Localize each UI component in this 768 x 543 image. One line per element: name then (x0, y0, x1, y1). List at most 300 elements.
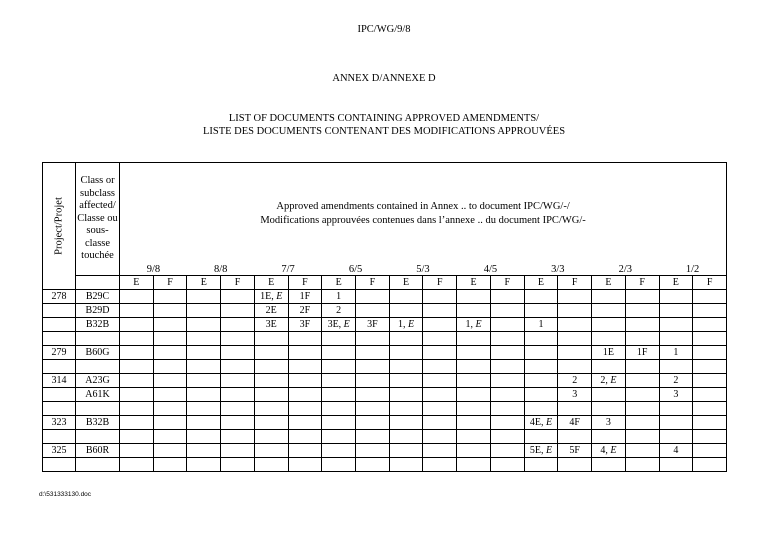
class-cell (76, 360, 120, 374)
project-number-cell: 279 (43, 346, 76, 360)
amendment-cell (524, 374, 558, 388)
amendment-cell (558, 430, 592, 444)
amendment-cell (322, 374, 356, 388)
amendment-cell (356, 304, 390, 318)
amendment-cell (524, 458, 558, 472)
amendment-cell: 1F (625, 346, 659, 360)
amendment-cell (457, 388, 491, 402)
amendment-cell (558, 458, 592, 472)
amendment-cell (592, 402, 626, 416)
amendment-cell (558, 360, 592, 374)
amendment-cell (457, 374, 491, 388)
amendment-cell (490, 304, 524, 318)
amendment-cell (625, 444, 659, 458)
amendment-cell (389, 346, 423, 360)
amendment-cell (625, 430, 659, 444)
amendments-table (42, 162, 727, 472)
project-number-cell: 278 (43, 290, 76, 304)
amendment-cell (625, 304, 659, 318)
amendment-cell (457, 430, 491, 444)
amendment-cell: 3E (254, 318, 288, 332)
amendment-cell (524, 332, 558, 346)
amendment-cell: 1E, E (254, 290, 288, 304)
spacer-row (43, 402, 727, 416)
english-column-header: E (659, 276, 693, 290)
amendment-cell (490, 360, 524, 374)
project-number-cell: 314 (43, 374, 76, 388)
amendment-cell (524, 360, 558, 374)
amendment-cell (221, 430, 255, 444)
amendment-cell (592, 388, 626, 402)
amendment-cell (490, 430, 524, 444)
amendment-cell (356, 430, 390, 444)
amendment-cell (389, 416, 423, 430)
amendment-cell (592, 304, 626, 318)
amendment-cell (187, 388, 221, 402)
amendment-cell (389, 458, 423, 472)
period-header: 4/5 (457, 264, 524, 276)
amendment-cell (558, 290, 592, 304)
french-column-header: F (153, 276, 187, 290)
amendment-cell (356, 374, 390, 388)
annex-title: ANNEX D/ANNEXE D (332, 73, 436, 84)
english-column-header: E (592, 276, 626, 290)
amendment-cell (187, 290, 221, 304)
amendment-cell (120, 388, 154, 402)
class-cell (76, 332, 120, 346)
spacer-row (43, 458, 727, 472)
amendment-cell: 2 (322, 304, 356, 318)
list-title-french: LISTE DES DOCUMENTS CONTENANT DES MODIFICATIONS APPROUVÉES (202, 126, 566, 137)
amendment-cell (490, 444, 524, 458)
amendment-cell: 3E, E (322, 318, 356, 332)
class-cell: B32B (76, 318, 120, 332)
amendment-cell (457, 444, 491, 458)
amendment-cell (120, 374, 154, 388)
amendment-cell: 1 (524, 318, 558, 332)
class-cell (76, 402, 120, 416)
amendment-cell (221, 304, 255, 318)
amendment-cell (693, 416, 727, 430)
amendment-cell (625, 290, 659, 304)
amendment-cell (457, 290, 491, 304)
amendment-cell (153, 416, 187, 430)
amendment-cell (322, 402, 356, 416)
project-header-label: Project/Projet (53, 197, 65, 255)
amendment-cell (693, 374, 727, 388)
amendment-cell: 2E (254, 304, 288, 318)
amendment-cell (288, 458, 322, 472)
amendment-cell (221, 290, 255, 304)
amendment-cell (457, 360, 491, 374)
amendment-cell (524, 290, 558, 304)
table-row (43, 416, 727, 430)
amendment-cell (120, 458, 154, 472)
french-column-header: F (693, 276, 727, 290)
amendment-cell (659, 430, 693, 444)
period-header: 9/8 (120, 264, 187, 276)
spacer-row (43, 332, 727, 346)
table-row (43, 318, 727, 332)
project-number-cell (43, 360, 76, 374)
amendment-cell (693, 332, 727, 346)
amendment-cell (187, 304, 221, 318)
amendment-cell (490, 374, 524, 388)
amendment-cell (693, 360, 727, 374)
amendment-cell (558, 318, 592, 332)
amendment-cell (389, 332, 423, 346)
amendment-cell (625, 416, 659, 430)
amendment-cell (693, 318, 727, 332)
amendment-cell (558, 346, 592, 360)
amendment-cell (221, 346, 255, 360)
amendment-cell (288, 388, 322, 402)
amendment-cell (457, 332, 491, 346)
project-number-cell: 325 (43, 444, 76, 458)
amendment-cell (254, 332, 288, 346)
table-row (43, 346, 727, 360)
class-header-spacer (76, 276, 120, 290)
table-row (43, 304, 727, 318)
french-column-header: F (490, 276, 524, 290)
amendment-cell (524, 430, 558, 444)
amendment-cell (356, 346, 390, 360)
amendment-cell (389, 304, 423, 318)
amendment-cell (120, 318, 154, 332)
spacer-row (43, 430, 727, 444)
amendment-cell (558, 304, 592, 318)
amendment-cell (120, 402, 154, 416)
period-header: 8/8 (187, 264, 254, 276)
file-path-footer: d:\531333130.doc (39, 491, 92, 498)
amendment-cell (322, 430, 356, 444)
amendment-cell (254, 346, 288, 360)
amendment-cell (187, 374, 221, 388)
class-cell: B32B (76, 416, 120, 430)
amendment-cell (153, 402, 187, 416)
list-title-english: LIST OF DOCUMENTS CONTAINING APPROVED AMENDMENTS/ (228, 113, 540, 124)
amendment-cell (457, 346, 491, 360)
french-column-header: F (625, 276, 659, 290)
amendment-cell (592, 332, 626, 346)
amendment-cell (153, 332, 187, 346)
amendment-cell (423, 430, 457, 444)
amendment-cell (490, 290, 524, 304)
amendment-cell (221, 318, 255, 332)
amendment-cell (625, 332, 659, 346)
amendment-cell (153, 346, 187, 360)
amendment-cell (659, 318, 693, 332)
amendment-cell (356, 290, 390, 304)
amendment-cell (490, 402, 524, 416)
amendment-cell (187, 416, 221, 430)
amendment-cell (659, 304, 693, 318)
amendment-cell (322, 346, 356, 360)
amendment-cell (625, 388, 659, 402)
amendment-cell (389, 374, 423, 388)
amendment-cell (221, 388, 255, 402)
amendment-cell (288, 444, 322, 458)
period-header: 2/3 (592, 264, 659, 276)
amendment-cell (120, 346, 154, 360)
period-header: 5/3 (389, 264, 456, 276)
amendment-cell (625, 360, 659, 374)
amendment-cell (254, 402, 288, 416)
amendment-cell (356, 332, 390, 346)
amendment-cell (693, 388, 727, 402)
amendment-cell (592, 318, 626, 332)
amendment-cell (423, 304, 457, 318)
amendment-cell (490, 458, 524, 472)
amendment-cell (592, 290, 626, 304)
project-number-cell: 323 (43, 416, 76, 430)
amendment-cell (322, 444, 356, 458)
amendment-cell (254, 374, 288, 388)
french-column-header: F (221, 276, 255, 290)
amendment-cell (288, 402, 322, 416)
amendment-cell (254, 388, 288, 402)
amendment-cell (558, 402, 592, 416)
amendment-cell (187, 458, 221, 472)
project-column-header (43, 163, 76, 290)
amendment-cell (187, 360, 221, 374)
document-reference: IPC/WG/9/8 (357, 24, 411, 35)
amendment-cell (659, 290, 693, 304)
class-cell: B29C (76, 290, 120, 304)
amendment-cell (389, 388, 423, 402)
class-cell: B60R (76, 444, 120, 458)
amendment-cell (120, 444, 154, 458)
amendment-cell: 2 (659, 374, 693, 388)
amendment-cell (423, 458, 457, 472)
amendment-cell (423, 290, 457, 304)
amendment-cell (490, 416, 524, 430)
class-cell: A23G (76, 374, 120, 388)
amendment-cell (288, 360, 322, 374)
amendment-cell (592, 430, 626, 444)
amendment-cell (423, 444, 457, 458)
amendments-header-french: Modifications approuvées contenues dans l’annexe .. du document IPC/WG/- (260, 214, 586, 226)
amendment-cell (356, 416, 390, 430)
amendment-cell (625, 402, 659, 416)
project-number-cell (43, 458, 76, 472)
amendment-cell (322, 416, 356, 430)
amendment-cell (389, 290, 423, 304)
amendment-cell (625, 374, 659, 388)
amendment-cell (524, 402, 558, 416)
amendment-cell: 3F (356, 318, 390, 332)
project-number-cell (43, 304, 76, 318)
amendment-cell (221, 458, 255, 472)
class-cell (76, 430, 120, 444)
amendment-cell (423, 346, 457, 360)
amendment-cell: 3 (659, 388, 693, 402)
class-cell: A61K (76, 388, 120, 402)
amendment-cell (288, 430, 322, 444)
amendment-cell (356, 402, 390, 416)
amendment-cell: 4, E (592, 444, 626, 458)
amendment-cell (221, 402, 255, 416)
amendment-cell (153, 458, 187, 472)
english-column-header: E (322, 276, 356, 290)
amendment-cell (187, 402, 221, 416)
amendment-cell: 3 (558, 388, 592, 402)
amendment-cell (423, 332, 457, 346)
amendment-cell (423, 318, 457, 332)
amendment-cell (153, 360, 187, 374)
project-number-cell (43, 388, 76, 402)
amendment-cell: 2 (558, 374, 592, 388)
amendment-cell (423, 360, 457, 374)
amendment-cell (153, 290, 187, 304)
amendment-cell (693, 444, 727, 458)
amendment-cell (423, 374, 457, 388)
amendment-cell (254, 416, 288, 430)
amendment-cell (592, 458, 626, 472)
amendment-cell (693, 430, 727, 444)
project-number-cell (43, 430, 76, 444)
amendment-cell (288, 374, 322, 388)
amendment-cell (356, 444, 390, 458)
amendment-cell: 1, E (457, 318, 491, 332)
amendment-cell (558, 332, 592, 346)
amendment-cell (288, 346, 322, 360)
amendments-header-english: Approved amendments contained in Annex .. to document IPC/WG/-/ (276, 200, 570, 212)
amendment-cell (153, 388, 187, 402)
amendment-cell (490, 346, 524, 360)
french-column-header: F (558, 276, 592, 290)
amendment-cell (356, 360, 390, 374)
amendment-cell (322, 360, 356, 374)
english-column-header: E (389, 276, 423, 290)
amendment-cell (153, 444, 187, 458)
amendment-cell (153, 430, 187, 444)
amendment-cell (457, 416, 491, 430)
amendment-cell (356, 388, 390, 402)
amendment-cell (457, 458, 491, 472)
amendment-cell (389, 430, 423, 444)
english-column-header: E (120, 276, 154, 290)
english-column-header: E (524, 276, 558, 290)
french-column-header: F (423, 276, 457, 290)
amendment-cell (120, 290, 154, 304)
table-row (43, 374, 727, 388)
period-header: 1/2 (659, 264, 727, 276)
french-column-header: F (356, 276, 390, 290)
amendment-cell (457, 402, 491, 416)
english-column-header: E (457, 276, 491, 290)
amendment-cell (389, 444, 423, 458)
amendment-cell (254, 360, 288, 374)
amendment-cell (693, 290, 727, 304)
amendment-cell (490, 332, 524, 346)
amendment-cell (120, 304, 154, 318)
period-header: 3/3 (524, 264, 591, 276)
amendment-cell: 4F (558, 416, 592, 430)
amendment-cell (120, 332, 154, 346)
class-column-header: Class or subclass affected/ Classe ou sous-classe touchée (76, 163, 120, 276)
class-cell: B29D (76, 304, 120, 318)
class-cell (76, 458, 120, 472)
amendment-cell (389, 402, 423, 416)
amendment-cell (457, 304, 491, 318)
amendment-cell (693, 304, 727, 318)
amendment-cell: 5F (558, 444, 592, 458)
english-column-header: E (254, 276, 288, 290)
amendment-cell (221, 332, 255, 346)
amendment-cell (153, 304, 187, 318)
table-row (43, 290, 727, 304)
table-row (43, 388, 727, 402)
amendment-cell (322, 388, 356, 402)
amendment-cell (659, 458, 693, 472)
amendment-cell (490, 318, 524, 332)
amendment-cell: 1 (659, 346, 693, 360)
amendment-cell (221, 360, 255, 374)
amendment-cell (187, 318, 221, 332)
amendment-cell: 1, E (389, 318, 423, 332)
amendment-cell (153, 374, 187, 388)
amendment-cell (693, 346, 727, 360)
project-number-cell (43, 402, 76, 416)
amendment-cell (322, 332, 356, 346)
amendment-cell (490, 388, 524, 402)
amendment-cell: 4 (659, 444, 693, 458)
amendment-cell (389, 360, 423, 374)
amendment-cell (625, 458, 659, 472)
amendment-cell (187, 444, 221, 458)
spacer-row (43, 360, 727, 374)
amendment-cell (254, 444, 288, 458)
amendment-cell: 5E, E (524, 444, 558, 458)
amendment-cell (221, 444, 255, 458)
amendment-cell (524, 346, 558, 360)
project-number-cell (43, 318, 76, 332)
amendment-cell (187, 430, 221, 444)
amendment-cell (659, 402, 693, 416)
amendment-cell (423, 388, 457, 402)
amendment-cell (625, 318, 659, 332)
amendment-cell (187, 346, 221, 360)
amendment-cell: 2F (288, 304, 322, 318)
amendment-cell: 3 (592, 416, 626, 430)
amendment-cell (221, 416, 255, 430)
project-number-cell (43, 332, 76, 346)
class-cell: B60G (76, 346, 120, 360)
amendment-cell (423, 416, 457, 430)
amendment-cell: 1 (322, 290, 356, 304)
amendment-cell (659, 416, 693, 430)
amendment-cell (288, 416, 322, 430)
amendment-cell (592, 360, 626, 374)
amendment-cell (322, 458, 356, 472)
amendment-cell (254, 458, 288, 472)
amendment-cell (120, 430, 154, 444)
amendment-cell (187, 332, 221, 346)
amendment-cell (659, 332, 693, 346)
amendments-column-header (120, 163, 727, 265)
amendment-cell (288, 332, 322, 346)
amendment-cell (659, 360, 693, 374)
amendment-cell (693, 402, 727, 416)
amendment-cell (693, 458, 727, 472)
english-column-header: E (187, 276, 221, 290)
period-header: 6/5 (322, 264, 389, 276)
period-header: 7/7 (254, 264, 321, 276)
amendment-cell (524, 304, 558, 318)
french-column-header: F (288, 276, 322, 290)
amendment-cell: 4E, E (524, 416, 558, 430)
